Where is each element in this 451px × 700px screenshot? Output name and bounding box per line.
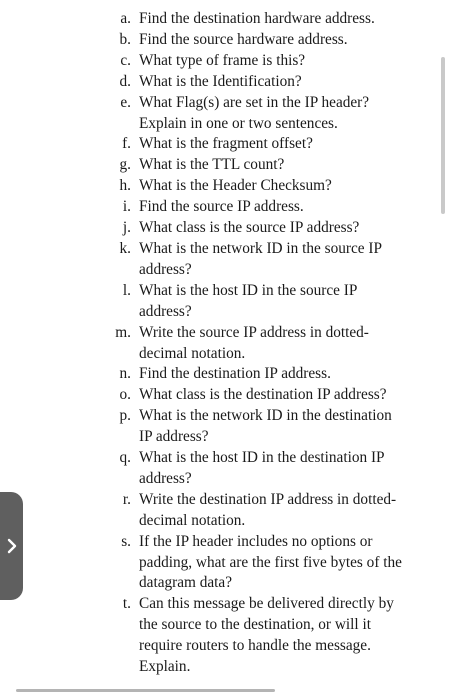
question-item bbox=[0, 594, 451, 678]
question-text-line: Find the destination hardware address. bbox=[139, 10, 375, 27]
chevron-right-icon bbox=[7, 538, 17, 554]
question-text bbox=[139, 364, 437, 385]
question-letter: l. bbox=[122, 281, 131, 299]
question-item bbox=[0, 155, 451, 176]
question-text-line: What class is the source IP address? bbox=[139, 219, 360, 237]
question-text bbox=[139, 281, 437, 323]
question-item bbox=[0, 323, 451, 365]
question-text-line: padding, what are the first five bytes of the bbox=[139, 553, 402, 571]
question-text-line: address? bbox=[139, 469, 192, 487]
question-text-line: datagram data? bbox=[139, 574, 232, 592]
question-text bbox=[139, 323, 437, 365]
question-letter: a. bbox=[120, 10, 131, 27]
question-text-line: Write the source IP address in dotted- bbox=[139, 323, 369, 341]
question-text-line: What is the Identification? bbox=[139, 72, 302, 90]
question-text-line: address? bbox=[139, 260, 192, 278]
question-text-line: require routers to handle the message. bbox=[139, 637, 371, 655]
question-letter: g. bbox=[119, 156, 131, 174]
question-item bbox=[0, 239, 451, 281]
question-text-line: decimal notation. bbox=[139, 511, 246, 529]
question-text-line: address? bbox=[139, 302, 192, 320]
question-letter: t. bbox=[122, 595, 131, 613]
question-item bbox=[0, 134, 451, 155]
question-text-line: What is the host ID in the source IP bbox=[139, 281, 358, 299]
question-item bbox=[0, 532, 451, 595]
question-letter: p. bbox=[119, 407, 131, 425]
question-letter: h. bbox=[119, 177, 131, 195]
question-letter: e. bbox=[120, 93, 131, 111]
question-text bbox=[139, 51, 437, 72]
question-letter: q. bbox=[119, 449, 131, 467]
question-letter: o. bbox=[119, 386, 131, 404]
question-text bbox=[139, 239, 437, 281]
question-text-line: What is the TTL count? bbox=[139, 156, 285, 174]
question-text-line: What is the network ID in the destination bbox=[139, 407, 392, 425]
question-item bbox=[0, 72, 451, 93]
question-text-line: Explain. bbox=[139, 658, 191, 676]
question-letter: j. bbox=[122, 219, 131, 237]
question-letter: n. bbox=[119, 365, 131, 383]
question-text-line: What type of frame is this? bbox=[139, 51, 306, 69]
question-text-line: Can this message be delivered directly by bbox=[139, 595, 394, 613]
question-text-line: What is the host ID in the destination IP bbox=[139, 449, 385, 467]
question-text bbox=[139, 93, 437, 135]
question-item bbox=[0, 197, 451, 218]
question-item bbox=[0, 9, 451, 30]
scrollbar[interactable] bbox=[441, 57, 445, 214]
question-letter: f. bbox=[122, 135, 131, 153]
question-text bbox=[139, 9, 437, 30]
question-item bbox=[0, 406, 451, 448]
home-indicator[interactable] bbox=[16, 689, 275, 692]
question-letter: s. bbox=[121, 532, 131, 550]
question-text-line: What class is the destination IP address? bbox=[139, 386, 387, 404]
question-text bbox=[139, 448, 437, 490]
question-letter: k. bbox=[119, 239, 131, 257]
question-letter: b. bbox=[119, 30, 131, 48]
question-item bbox=[0, 448, 451, 490]
question-text-line: What is the Header Checksum? bbox=[139, 177, 332, 195]
question-letter: r. bbox=[122, 490, 131, 508]
question-text bbox=[139, 72, 437, 93]
question-text-line: Find the source hardware address. bbox=[139, 30, 348, 48]
question-item bbox=[0, 490, 451, 532]
question-text-line: What Flag(s) are set in the IP header? bbox=[139, 93, 370, 111]
question-text bbox=[139, 218, 437, 239]
question-item bbox=[0, 218, 451, 239]
question-item bbox=[0, 364, 451, 385]
question-text-line: What is the network ID in the source IP bbox=[139, 239, 382, 257]
question-item bbox=[0, 51, 451, 72]
question-letter: d. bbox=[119, 72, 131, 90]
question-item bbox=[0, 30, 451, 51]
question-text-line: Write the destination IP address in dotted- bbox=[139, 490, 397, 508]
side-panel-tab[interactable] bbox=[0, 492, 23, 600]
question-text bbox=[139, 30, 437, 51]
question-text-line: decimal notation. bbox=[139, 344, 246, 362]
question-text bbox=[139, 134, 437, 155]
question-text-line: IP address? bbox=[139, 428, 209, 446]
question-text-line: What is the fragment offset? bbox=[139, 135, 313, 153]
question-text bbox=[139, 176, 437, 197]
question-letter: m. bbox=[115, 323, 131, 341]
question-text-line: Find the destination IP address. bbox=[139, 365, 331, 383]
question-item bbox=[0, 93, 451, 135]
question-item bbox=[0, 281, 451, 323]
question-text bbox=[139, 197, 437, 218]
question-text bbox=[139, 594, 437, 678]
question-letter: c. bbox=[120, 51, 131, 69]
question-item bbox=[0, 176, 451, 197]
question-text-line: the source to the destination, or will it bbox=[139, 616, 371, 634]
question-text-line: If the IP header includes no options or bbox=[139, 532, 373, 550]
question-text bbox=[139, 406, 437, 448]
question-text-line: Explain in one or two sentences. bbox=[139, 114, 338, 132]
question-text bbox=[139, 532, 437, 595]
question-text bbox=[139, 155, 437, 176]
question-item bbox=[0, 385, 451, 406]
question-text bbox=[139, 490, 437, 532]
question-text bbox=[139, 385, 437, 406]
question-list bbox=[0, 9, 451, 678]
question-text-line: Find the source IP address. bbox=[139, 198, 304, 216]
question-letter: i. bbox=[122, 198, 131, 216]
